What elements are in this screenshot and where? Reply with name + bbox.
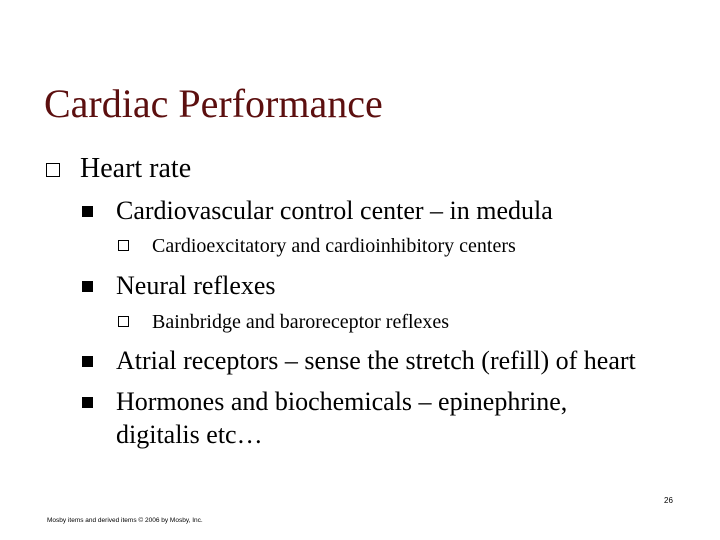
bullet-heart-rate: Heart rate	[80, 153, 192, 184]
page-number: 26	[664, 496, 673, 505]
filled-square-bullet-icon	[82, 356, 93, 367]
bullet-hormones-continuation: digitalis etc…	[116, 420, 263, 449]
copyright-footer: Mosby items and derived items © 2006 by Mosby, Inc.	[47, 517, 203, 524]
bullet-bainbridge: Bainbridge and baroreceptor reflexes	[152, 311, 450, 333]
bullet-hormones: Hormones and biochemicals – epinephrine,	[116, 387, 568, 416]
filled-square-bullet-icon	[82, 397, 93, 408]
bullet-cardiovascular-control: Cardiovascular control center – in medula	[116, 196, 553, 225]
filled-square-bullet-icon	[82, 206, 93, 217]
hollow-square-bullet-icon	[46, 163, 60, 177]
hollow-square-bullet-icon	[118, 240, 129, 251]
slide-title: Cardiac Performance	[44, 81, 383, 126]
bullet-neural-reflexes: Neural reflexes	[116, 271, 276, 300]
hollow-square-bullet-icon	[118, 316, 129, 327]
filled-square-bullet-icon	[82, 281, 93, 292]
bullet-atrial-receptors: Atrial receptors – sense the stretch (refill) of heart	[116, 346, 636, 375]
bullet-cardioexcitatory: Cardioexcitatory and cardioinhibitory centers	[152, 235, 516, 257]
